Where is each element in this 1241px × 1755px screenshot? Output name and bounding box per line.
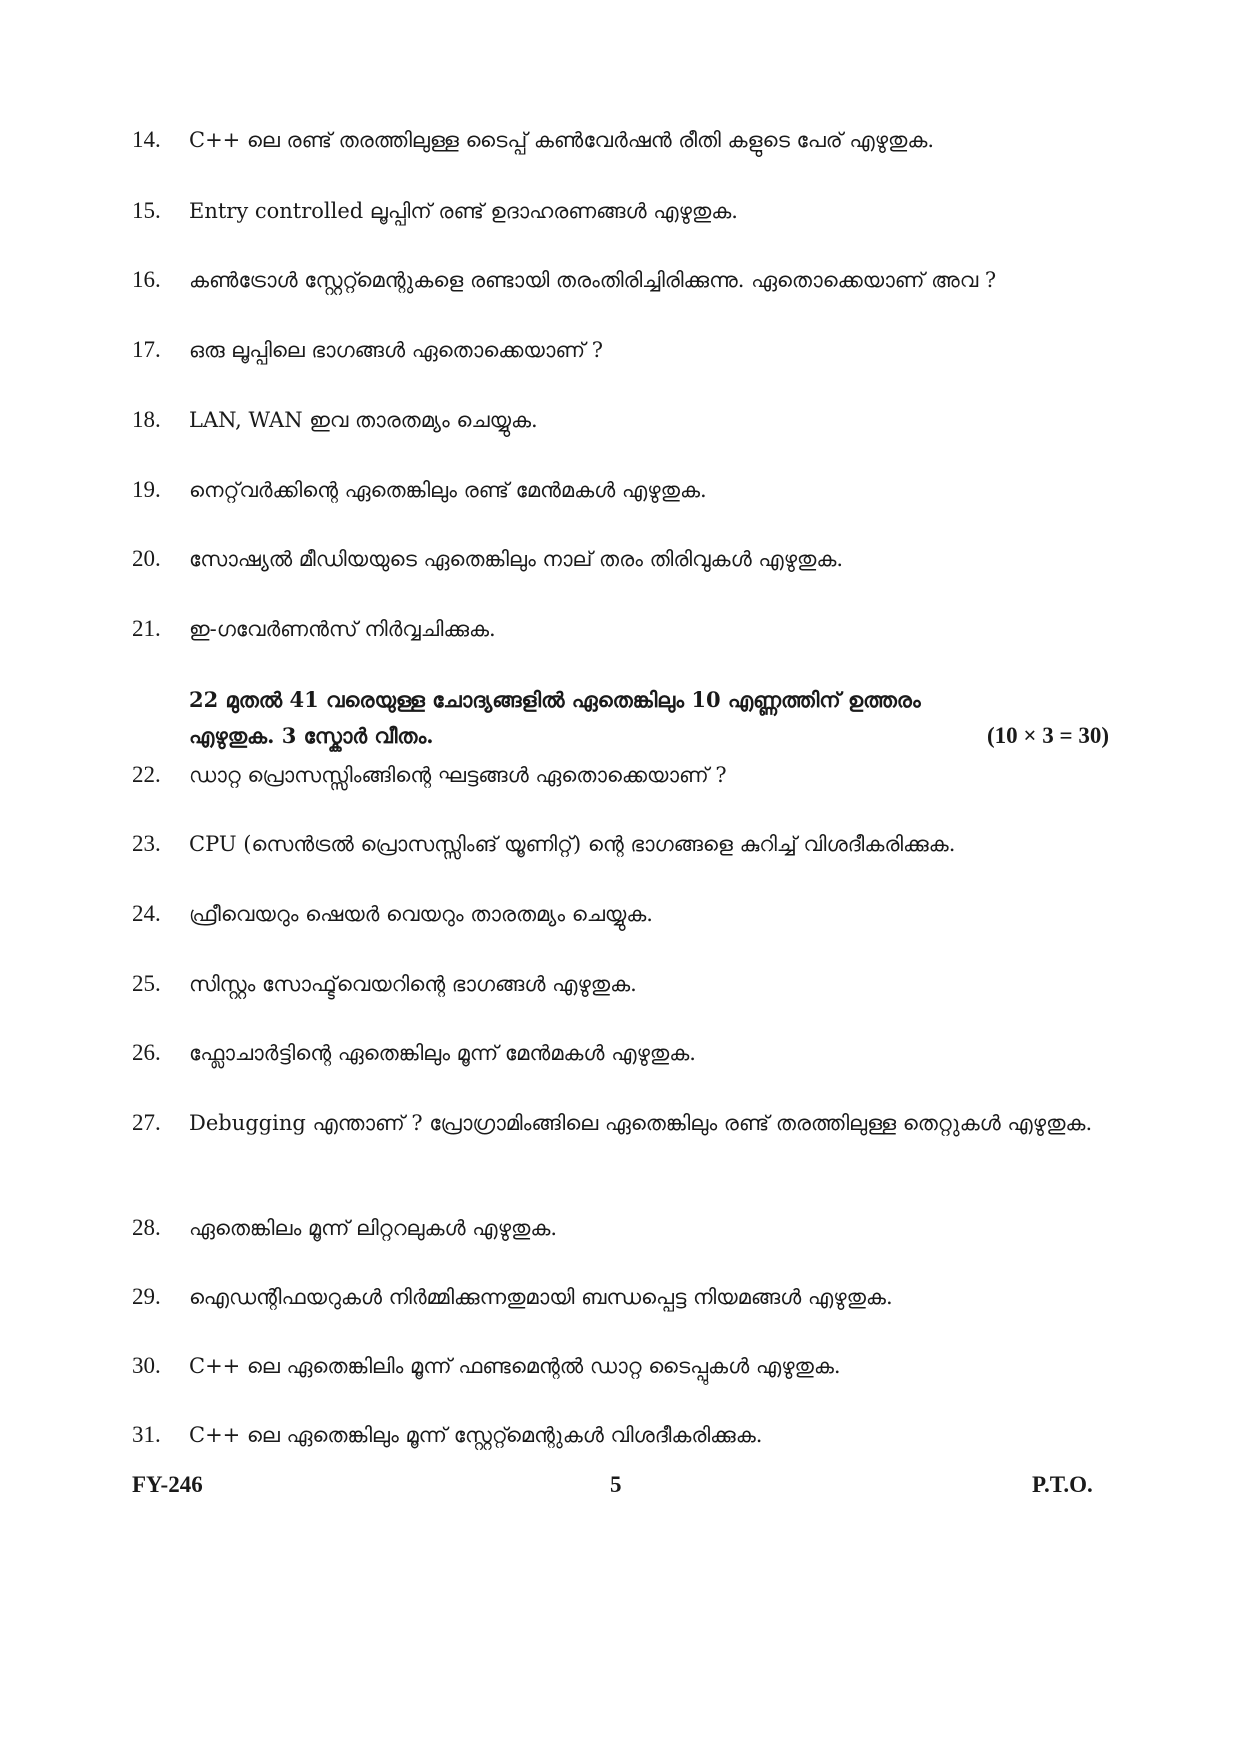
- question-number: 20.: [132, 546, 161, 571]
- question-18: [132, 404, 1112, 436]
- question-20: [132, 543, 1112, 575]
- question-number: 30.: [132, 1353, 161, 1378]
- section-marks: (10 × 3 = 30): [986, 723, 1109, 748]
- question-16: [132, 264, 1112, 296]
- question-text: LAN, WAN ഇവ താരതമ്യം ചെയ്യുക.: [189, 408, 538, 432]
- question-text: സോഷ്യൽ മീഡിയയുടെ ഏതെങ്കിലും നാല് തരം തിരിവുകൾ എഴുതുക.: [189, 547, 844, 571]
- section-instruction: [189, 682, 1109, 754]
- question-text: ഡാറ്റ പ്രൊസസ്സിംങ്ങിന്റെ ഘട്ടങ്ങൾ ഏതൊക്കെയാണ് ?: [189, 763, 727, 787]
- question-text: ഇ-ഗവേർണൻസ് നിർവ്വചിക്കുക.: [189, 617, 496, 641]
- question-number: 26.: [132, 1040, 161, 1065]
- question-text: C++ ലെ ഏതെങ്കിലിം മൂന്ന് ഫണ്ടമെന്റൽ ഡാറ്റ ടൈപ്പുകൾ എഴുതുക.: [189, 1354, 841, 1378]
- question-number: 24.: [132, 901, 161, 926]
- question-number: 17.: [132, 337, 161, 362]
- question-17: [132, 334, 1112, 366]
- question-number: 25.: [132, 971, 161, 996]
- question-number: 18.: [132, 407, 161, 432]
- question-21: [132, 613, 1112, 645]
- question-text: ഏതെങ്കിലം മൂന്ന് ലിറ്ററലുകൾ എഴുതുക.: [189, 1216, 558, 1240]
- question-text: ഫ്ലോചാർട്ടിന്റെ ഏതെങ്കിലും മൂന്ന് മേൻമകൾ എഴുതുക.: [189, 1041, 696, 1065]
- question-text: ഐഡന്റിഫയറുകൾ നിർമ്മിക്കുന്നതുമായി ബന്ധപ്പെട്ട നിയമങ്ങൾ എഴുതുക.: [189, 1285, 893, 1309]
- question-text: C++ ലെ രണ്ട് തരത്തിലുള്ള ടൈപ്പ് കൺവേർഷൻ രീതി കളുടെ പേര് എഴുതുക.: [189, 128, 935, 152]
- page-number: 5: [610, 1472, 622, 1497]
- question-text: Entry controlled ലൂപ്പിന് രണ്ട് ഉദാഹരണങ്ങൾ എഴുതുക.: [189, 199, 738, 223]
- question-number: 28.: [132, 1215, 161, 1240]
- question-number: 22.: [132, 762, 161, 787]
- question-text: ഫ്രീവെയറും ഷെയർ വെയറും താരതമ്യം ചെയ്യുക.: [189, 902, 653, 926]
- question-text: Debugging എന്താണ് ? പ്രോഗ്രാമിംങ്ങിലെ ഏതെങ്കിലും രണ്ട് തരത്തിലുള്ള തെറ്റുകൾ എഴുതുക.: [189, 1111, 1093, 1135]
- question-19: [132, 474, 1112, 506]
- question-text: നെറ്റ്‌വർക്കിന്റെ ഏതെങ്കിലും രണ്ട് മേൻമകൾ എഴുതുക.: [189, 478, 707, 502]
- question-text: സിസ്റ്റം സോഫ്ട്‌വെയറിന്റെ ഭാഗങ്ങൾ എഴുതുക.: [189, 972, 637, 996]
- question-number: 31.: [132, 1422, 161, 1447]
- instruction-line-1: 22 മുതൽ 41 വരെയുള്ള ചോദ്യങ്ങളിൽ ഏതെങ്കിലും 10 എണ്ണത്തിന് ഉത്തരം: [189, 687, 921, 712]
- question-number: 21.: [132, 616, 161, 641]
- question-31: [132, 1419, 1112, 1451]
- question-number: 23.: [132, 831, 161, 856]
- question-number: 16.: [132, 267, 161, 292]
- question-26: [132, 1037, 1112, 1069]
- question-27: [132, 1107, 1112, 1139]
- question-text: CPU (സെൻട്രൽ പ്രൊസസ്സിംങ് യൂണിറ്റ്) ന്റെ ഭാഗങ്ങളെ കുറിച്ച് വിശദീകരിക്കുക.: [189, 832, 956, 856]
- question-25: [132, 968, 1112, 1000]
- question-29: [132, 1281, 1112, 1313]
- question-number: 19.: [132, 477, 161, 502]
- instruction-line-2: എഴുതുക. 3 സ്കോർ വീതം.: [189, 723, 434, 748]
- question-text: കൺട്രോൾ സ്റ്റേറ്റ്മെന്റുകളെ രണ്ടായി തരംതിരിച്ചിരിക്കുന്നു. ഏതൊക്കെയാണ് അവ ?: [189, 268, 997, 292]
- question-22: [132, 759, 1112, 791]
- pto-label: P.T.O.: [1032, 1472, 1093, 1497]
- question-15: [132, 195, 1112, 227]
- question-text: ഒരു ലൂപ്പിലെ ഭാഗങ്ങൾ ഏതൊക്കെയാണ് ?: [189, 338, 604, 362]
- question-30: [132, 1350, 1112, 1382]
- question-number: 29.: [132, 1284, 161, 1309]
- question-number: 27.: [132, 1110, 161, 1135]
- question-14: [132, 124, 1112, 156]
- paper-code: FY-246: [132, 1472, 203, 1497]
- question-23: [132, 828, 1112, 860]
- question-number: 15.: [132, 198, 161, 223]
- question-24: [132, 898, 1112, 930]
- question-28: [132, 1212, 1112, 1244]
- question-text: C++ ലെ ഏതെങ്കിലും മൂന്ന് സ്റ്റേറ്റ്മെന്റുകൾ വിശദീകരിക്കുക.: [189, 1423, 763, 1447]
- question-number: 14.: [132, 127, 161, 152]
